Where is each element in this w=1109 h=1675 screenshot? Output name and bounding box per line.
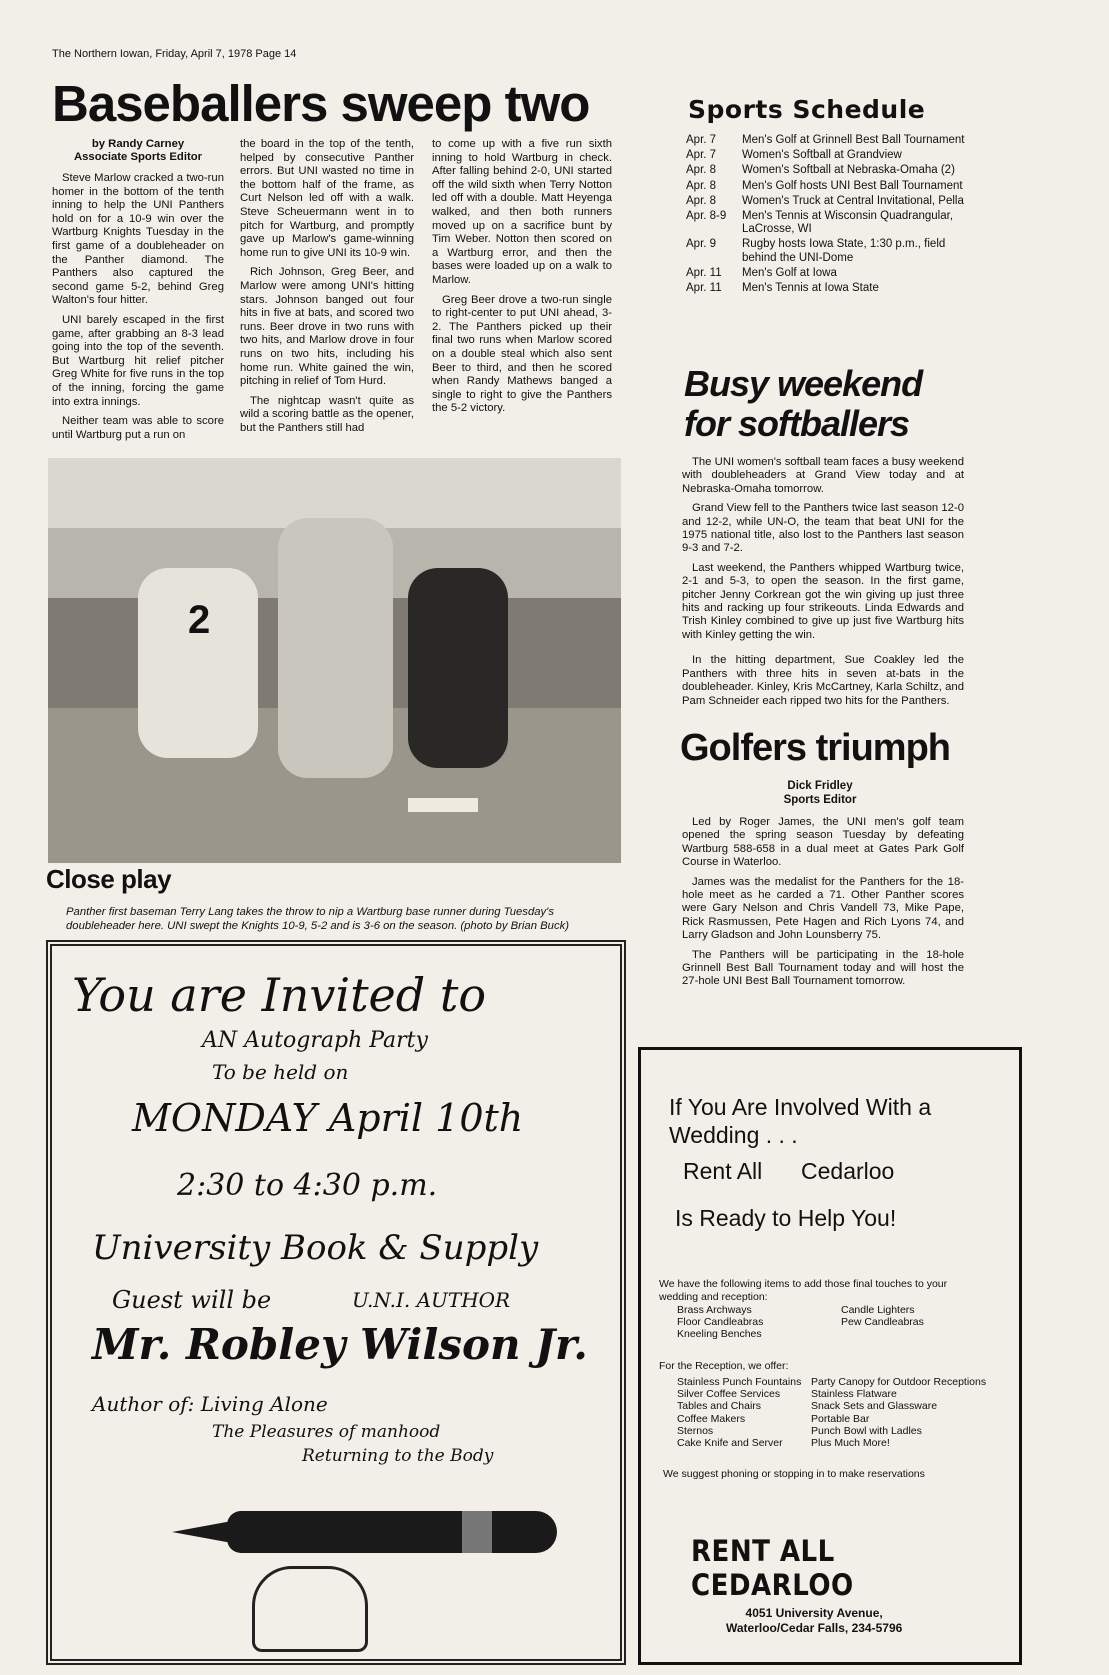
autograph-party-ad — [46, 940, 626, 1665]
softball-headline-line2: for softballers — [684, 403, 910, 444]
ad-wedding-items-left — [677, 1304, 763, 1341]
list-item: Floor Candleabras — [677, 1316, 764, 1329]
list-item: Portable Bar — [811, 1412, 870, 1425]
schedule-row — [686, 180, 966, 193]
ad-address-street: 4051 University Avenue, — [745, 1606, 883, 1620]
schedule-date: Apr. 7 — [686, 149, 717, 162]
rent-all-cedarloo-ad — [638, 1047, 1022, 1665]
paragraph: UNI barely escaped in the first game, after grabbing an 8-3 lead going into the top of the seventh. But Wartburg hit relief pitcher Greg White for five runs in the top of the inning, forcing the game into extra innings. — [52, 313, 224, 408]
baseball-column-1 — [52, 138, 224, 448]
paragraph: Greg Beer drove a two-run single to right-center to put UNI ahead, 3-2. The Panthers picked up their final two runs when Marlow scored on a double steal which also sent Beer to third, and then he scored when Randy Mathews banged a single to right to give the Panthers the 5-2 victory. — [432, 293, 612, 415]
ad-address-city-phone: Waterloo/Cedar Falls, 234-5796 — [726, 1621, 903, 1635]
schedule-date: Apr. 8 — [686, 164, 717, 177]
sports-schedule-title: Sports Schedule — [688, 95, 926, 124]
baseball-headline: Baseballers sweep two — [52, 75, 590, 132]
ad-line-wedding: Wedding . . . — [669, 1122, 798, 1148]
fountain-pen-band — [462, 1511, 492, 1553]
invite-line-invited: You are Invited to — [72, 968, 487, 1022]
schedule-event: Rugby hosts Iowa State, 1:30 p.m., field behind the UNI-Dome — [742, 238, 946, 264]
byline-name: by Randy Carney — [91, 138, 185, 150]
ad-line-ready: Is Ready to Help You! — [675, 1205, 897, 1231]
ad-reception-items-right — [811, 1376, 986, 1449]
schedule-event: Women's Softball at Nebraska-Omaha (2) — [742, 164, 955, 177]
cartoon-character-icon — [252, 1566, 368, 1652]
paragraph: Neither team was able to score until Wartburg put a run on — [52, 415, 224, 441]
list-item: Party Canopy for Outdoor Receptions — [811, 1376, 987, 1388]
byline-name: Dick Fridley — [787, 780, 853, 792]
list-item: Kneeling Benches — [677, 1328, 762, 1341]
schedule-date: Apr. 8-9 — [686, 210, 727, 223]
golf-headline: Golfers triumph — [680, 727, 951, 769]
list-item: Silver Coffee Services — [677, 1388, 781, 1401]
list-item: Stainless Punch Fountains — [677, 1376, 802, 1388]
schedule-date: Apr. 11 — [686, 266, 722, 279]
invite-line-time: 2:30 to 4:30 p.m. — [177, 1168, 438, 1203]
paragraph: The nightcap wasn't quite as wild a scoring battle as the opener, but the Panthers still had — [240, 394, 414, 434]
ad-address — [726, 1606, 902, 1636]
ad-line-cedarloo: Cedarloo — [801, 1158, 895, 1184]
byline-title: Associate Sports Editor — [73, 151, 203, 163]
first-base-bag — [408, 798, 478, 812]
page-folio: The Northern Iowan, Friday, April 7, 1978 Page 14 — [52, 48, 297, 60]
list-item: Pew Candleabras — [841, 1316, 924, 1329]
photo-caption-head: Close play — [46, 864, 172, 894]
invite-line-held: To be held on — [212, 1060, 349, 1084]
baseball-byline — [52, 138, 224, 164]
golf-byline — [760, 780, 880, 807]
invite-line-name: Mr. Robley Wilson Jr. — [92, 1320, 588, 1369]
invite-line-location: University Book & Supply — [92, 1228, 539, 1268]
jersey-number: 2 — [188, 598, 211, 642]
invite-line-author: U.N.I. AUTHOR — [352, 1288, 511, 1312]
schedule-date: Apr. 9 — [686, 238, 717, 251]
list-item: Brass Archways — [677, 1304, 752, 1316]
photo-caption: Panther first baseman Terry Lang takes the throw to nip a Wartburg base runner during Tuesday's doubleheader here. UNI swept the Knights 10-9, 5-2 and is 3-6 on the season. (photo by Brian Buck) — [66, 906, 570, 932]
paragraph: Rich Johnson, Greg Beer, and Marlow were among UNI's hitting stars. Johnson banged out four hits in five at bats, and scored two runs. Beer drove in two runs with two hits, and Marlow drove in four runs on two hits, including his home run. White gained the win, pitching in relief of Tom Hurd. — [240, 266, 414, 388]
list-item: Snack Sets and Glassware — [811, 1400, 938, 1413]
schedule-event: Women's Truck at Central Invitational, Pella — [742, 194, 964, 207]
byline-title: Sports Editor — [783, 793, 857, 806]
schedule-event: Men's Golf hosts UNI Best Ball Tournament — [742, 179, 963, 192]
schedule-row — [686, 282, 966, 295]
invite-line-book3: Returning to the Body — [302, 1446, 494, 1466]
softball-headline-line1: Busy weekend — [684, 363, 923, 404]
list-item: Candle Lighters — [841, 1304, 915, 1316]
schedule-event: Women's Softball at Grandview — [742, 149, 902, 162]
invite-line-book2: The Pleasures of manhood — [212, 1422, 441, 1442]
baseball-column-3 — [432, 138, 612, 422]
softball-headline — [684, 364, 922, 444]
paragraph: the board in the top of the tenth, helped by consecutive Panther errors. But UNI wasted no time in the bottom half of the frame, as Curt Nelson led off with a walk. Steve Scheuermann went in to pitch for Wartburg, and promptly gave up Marlow's game-winning home run to give UNI its 10-9 win. — [240, 138, 414, 259]
list-item: Tables and Chairs — [677, 1400, 762, 1413]
ad-line-involved: If You Are Involved With a — [669, 1094, 932, 1120]
list-item: Coffee Makers — [677, 1412, 746, 1425]
schedule-event: Men's Golf at Iowa — [742, 266, 837, 279]
paragraph: James was the medalist for the Panthers for the 18-hole meet as he carded a 71. Other Panther scores were Gary Nelson and Chris Vandell 73, Mike Pape, Rick Rasmussen, Pete Hagen and Rich Lyons 74, and Larry Gladson and John Lounsberry 75. — [682, 875, 964, 942]
golf-body — [682, 816, 964, 995]
ad-reservation-note: We suggest phoning or stopping in to make reservations — [663, 1468, 925, 1480]
ad-reception-intro: For the Reception, we offer: — [659, 1360, 789, 1372]
invite-line-party: AN Autograph Party — [202, 1028, 428, 1053]
paragraph: The UNI women's softball team faces a busy weekend with doubleheaders at Grand View today and at Nebraska-Omaha tomorrow. — [682, 456, 964, 495]
schedule-row — [686, 210, 966, 236]
invite-line-guest: Guest will be — [112, 1286, 272, 1314]
list-item: Cake Knife and Server — [677, 1437, 783, 1450]
paragraph: Last weekend, the Panthers whipped Wartburg twice, 2-1 and 5-3, to open the season. In the first game, pitcher Jenny Corkrean got the win giving up just three hits and racking up four strikeouts. Linda Edwards and Trish Kinley combined to give up just five Wartburg hits with Kinley getting the win. — [682, 561, 964, 641]
schedule-row — [686, 149, 966, 162]
paragraph: Grand View fell to the Panthers twice last season 12-0 and 12-2, while UN-O, the team that beat UNI for the 1975 national title, also lost to the Panthers last season 9-3 and 7-2. — [682, 502, 964, 555]
paragraph: Led by Roger James, the UNI men's golf team opened the spring season Tuesday by defeating Wartburg 588-658 in a dual meet at Gates Park Golf Course in Waterloo. — [682, 816, 964, 869]
schedule-row — [686, 195, 966, 208]
schedule-row — [686, 238, 966, 264]
list-item: Plus Much More! — [811, 1437, 890, 1450]
paragraph: Steve Marlow cracked a two-run homer in the bottom of the tenth inning to help the UNI Panthers hold on for a 10-9 win over the Wartburg Knights Tuesday in the first game of a doubleheader on the Panther diamond. The Panthers also captured the second game 5-2, behind Greg Walton's four hitter. — [52, 172, 224, 307]
schedule-event: Men's Tennis at Iowa State — [742, 282, 879, 295]
fountain-pen-icon — [227, 1511, 557, 1553]
schedule-row — [686, 267, 966, 280]
schedule-event: Men's Tennis at Wisconsin Quadrangular, LaCrosse, WI — [742, 210, 954, 236]
softball-body — [682, 456, 964, 714]
list-item: Sternos — [677, 1424, 714, 1437]
baseball-photo — [48, 458, 621, 863]
schedule-date: Apr. 7 — [686, 134, 717, 146]
base-runner-figure — [278, 518, 393, 778]
schedule-date: Apr. 11 — [686, 282, 722, 295]
schedule-event: Men's Golf at Grinnell Best Ball Tournament — [742, 134, 965, 146]
invite-line-books: Author of: Living Alone — [92, 1392, 328, 1416]
schedule-date: Apr. 8 — [686, 179, 717, 192]
ad-wedding-intro: We have the following items to add those final touches to your wedding and reception: — [659, 1278, 948, 1303]
ad-reception-items-left — [677, 1376, 801, 1449]
schedule-date: Apr. 8 — [686, 194, 717, 207]
umpire-figure — [408, 568, 508, 768]
invite-line-date: MONDAY April 10th — [132, 1096, 524, 1140]
paragraph: to come up with a five run sixth inning to hold Wartburg in check. After falling behind 2-0, UNI started off the wild sixth when Terry Notton led off with a double. Matt Heyenga walked, and then both runners moved up on a sacrifice bunt by Tim Weber. Notton then scored on a Wartburg error, and then the bases were loaded up on a walk to Marlow. — [432, 138, 612, 286]
paragraph: In the hitting department, Sue Coakley led the Panthers with three hits in seven at-bats in the doubleheader. Kinley, Kris McCartney, Karla Schiltz, and Pam Schneider each ripped two hits for the Panthers. — [682, 654, 964, 707]
paragraph: The Panthers will be participating in the 18-hole Grinnell Best Ball Tournament today and will host the 27-hole UNI Best Ball Tournament tomorrow. — [682, 948, 964, 988]
list-item: Stainless Flatware — [811, 1388, 897, 1401]
ad-line-rent-all: Rent All — [683, 1158, 763, 1184]
schedule-row — [686, 164, 966, 177]
ad-wedding-items-right — [841, 1304, 924, 1328]
sports-schedule-list — [686, 134, 966, 297]
fountain-pen-nib-icon — [172, 1521, 232, 1543]
baseball-column-2 — [240, 138, 414, 441]
ad-business-name: RENT ALL CEDARLOO — [691, 1534, 854, 1602]
schedule-row — [686, 134, 966, 147]
list-item: Punch Bowl with Ladles — [811, 1424, 922, 1437]
first-baseman-figure — [138, 568, 258, 758]
